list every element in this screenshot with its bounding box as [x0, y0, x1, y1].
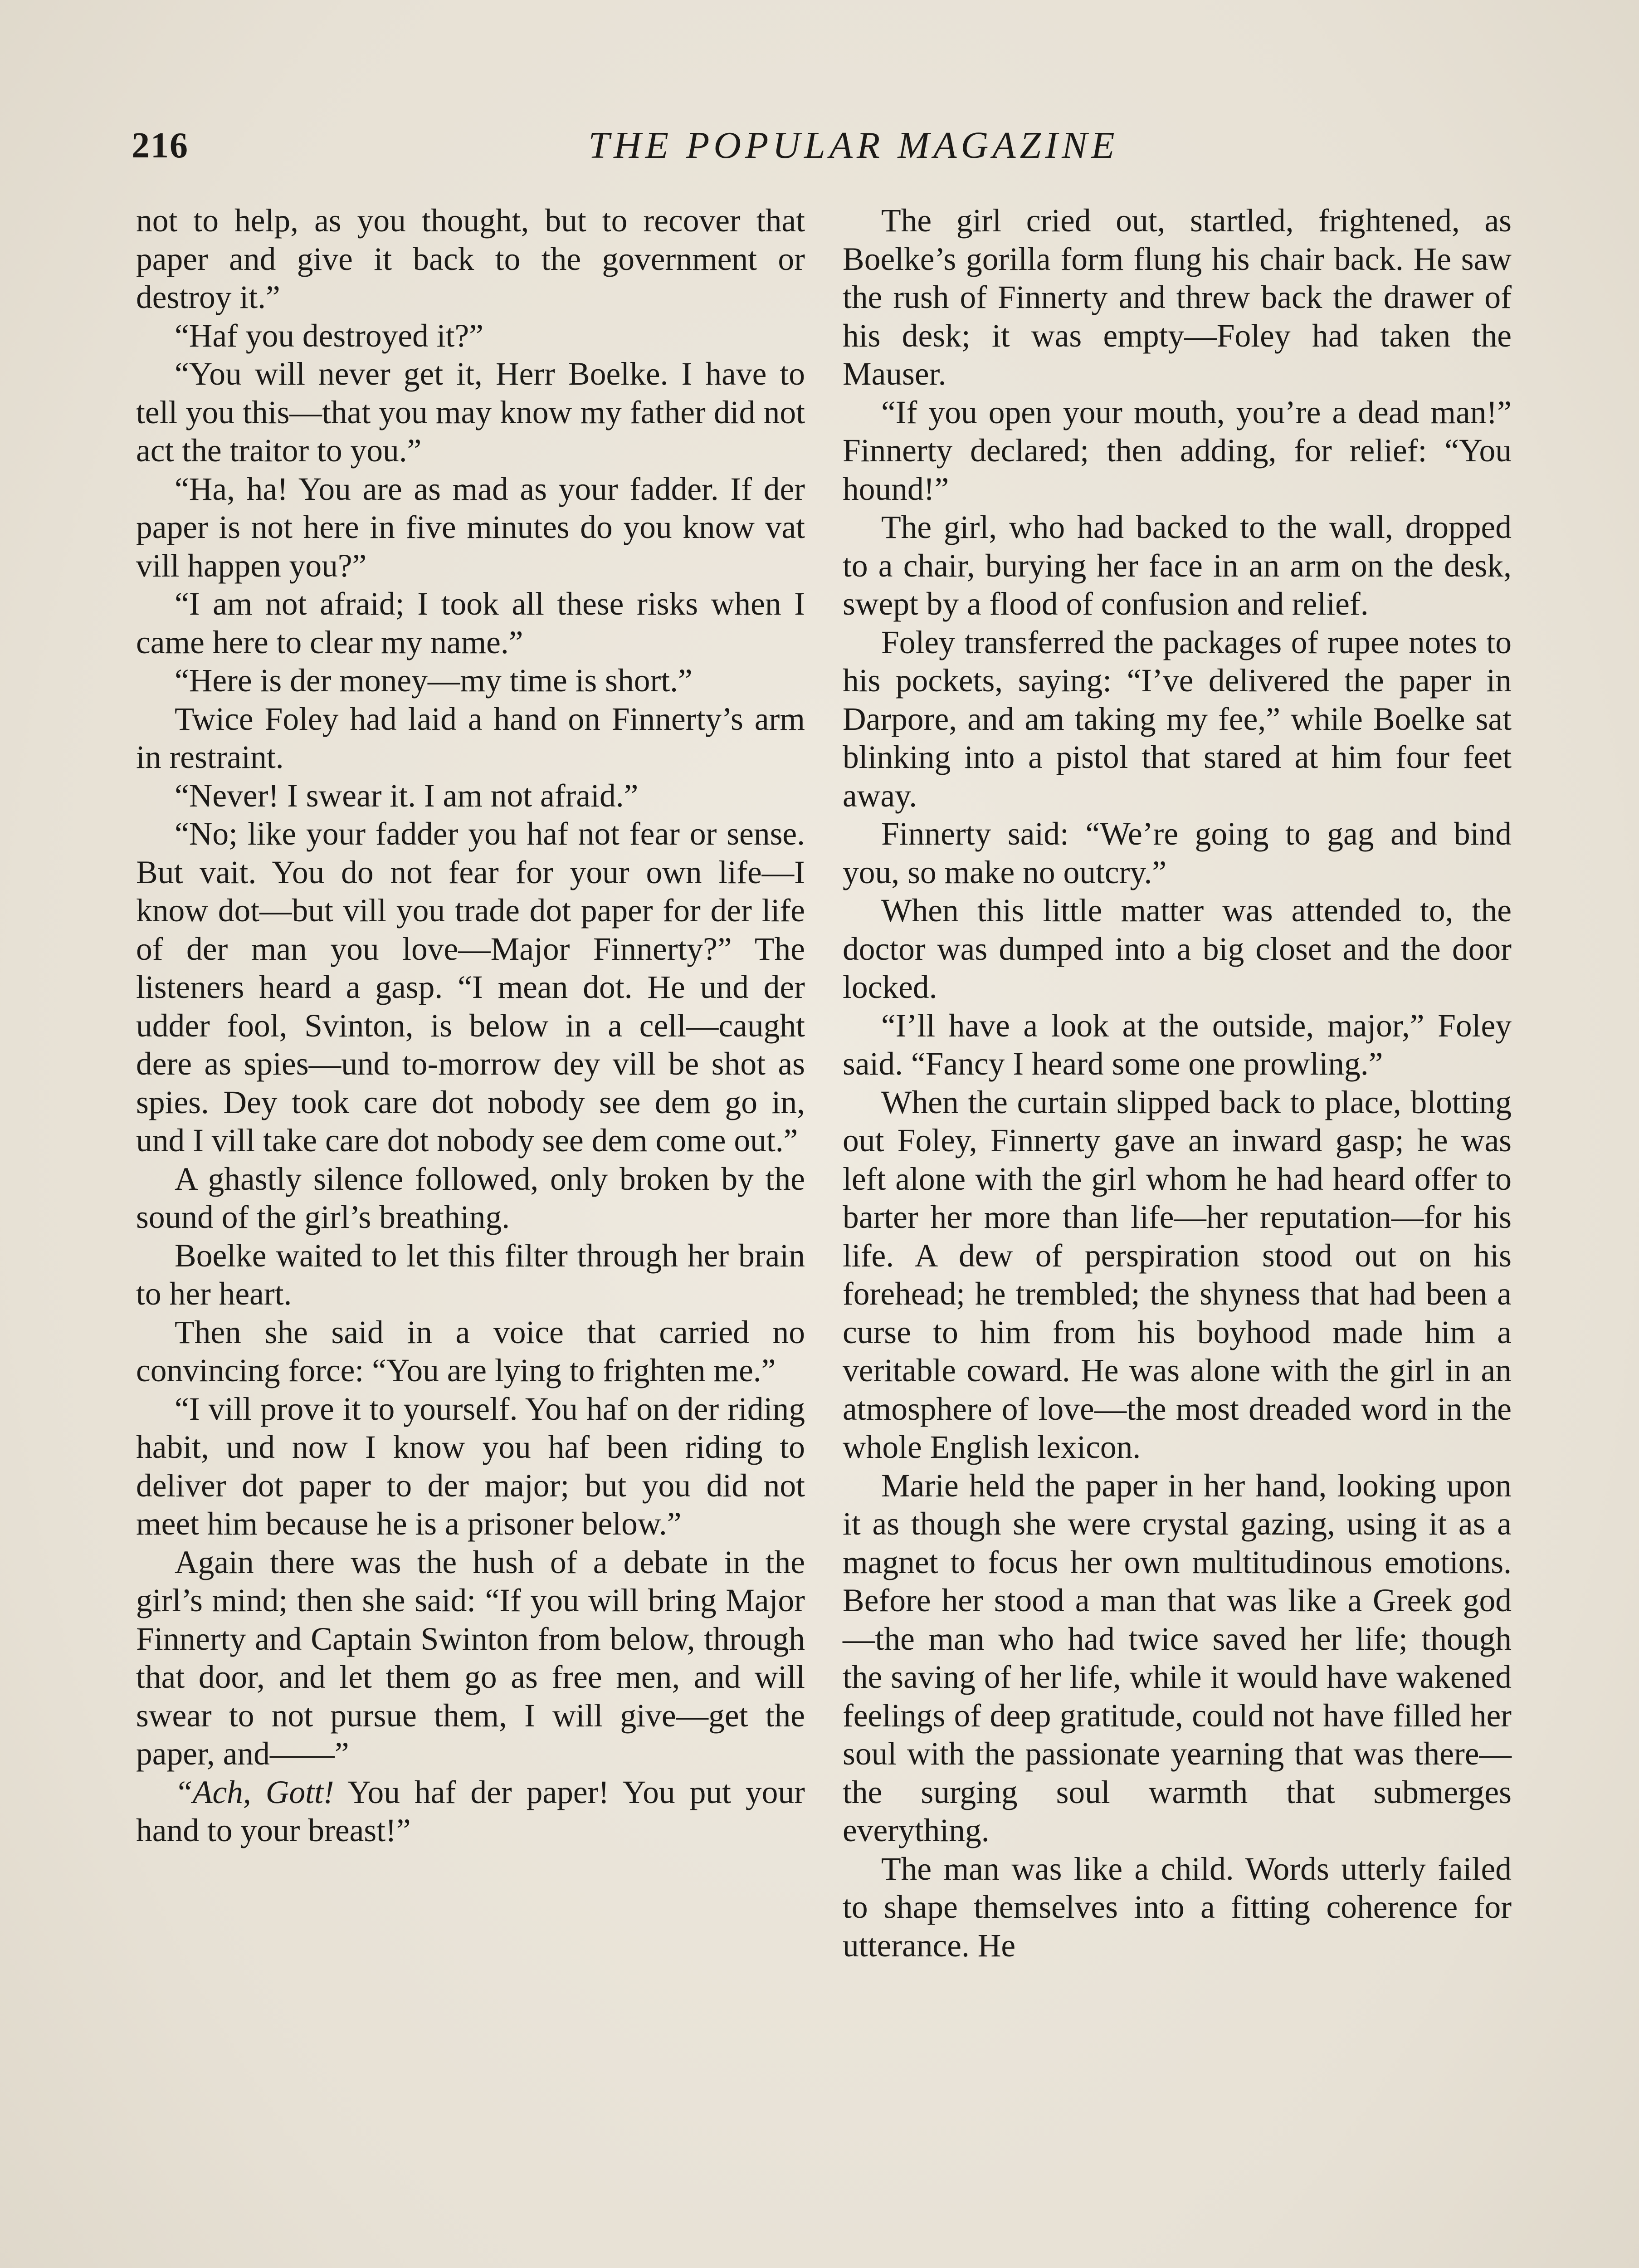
paragraph: “You will never get it, Herr Boelke. I have to tell you this—that you may know my father did not act the traitor to you.”: [136, 356, 805, 469]
page-number: 216: [132, 126, 189, 166]
paragraph: The girl cried out, startled, frightened, as Boelke’s gorilla form flung his chair back. He saw the rush of Finnerty and threw back the drawer of his desk; it was empty—Foley had taken the Mauser.: [843, 203, 1512, 392]
paragraph: The girl, who had backed to the wall, dropped to a chair, burying her face in an arm on the desk, swept by a flood of confusion and relief.: [843, 509, 1512, 622]
paragraph: “If you open your mouth, you’re a dead man!” Finnerty declared; then adding, for relief: “You hound!”: [843, 394, 1512, 507]
paragraph: A ghastly silence followed, only broken by the sound of the girl’s breathing.: [136, 1161, 805, 1235]
paragraph: “I vill prove it to yourself. You haf on der riding habit, und now I know you haf been riding to deliver dot paper to der major; but you did not meet him because he is a prisoner below.”: [136, 1391, 805, 1542]
paragraph: “I’ll have a look at the outside, major,” Foley said. “Fancy I heard some one prowling.”: [843, 1007, 1512, 1082]
paragraph: When this little matter was attended to, the doctor was dumped into a big closet and the door locked.: [843, 893, 1512, 1005]
italic-exclamation: “Ach, Gott!: [175, 1774, 334, 1810]
paragraph: When the curtain slipped back to place, blotting out Foley, Finnerty gave an inward gasp; he was left alone with the girl whom he had heard offer to barter her more than life—her reputation—for his life. A dew of perspiration stood out on his forehead; he trembled; the shyness that had been a curse to him from his boyhood made him a veritable coward. He was alone with the girl in an atmosphere of love—the most dreaded word in the whole English lexicon.: [843, 1084, 1512, 1465]
paragraph: The man was like a child. Words utterly failed to shape themselves into a fitting coherence for utterance. He: [843, 1851, 1512, 1964]
running-title: THE POPULAR MAGAZINE: [588, 124, 1119, 166]
paragraph: Then she said in a voice that carried no convincing force: “You are lying to frighten me.”: [136, 1314, 805, 1388]
paragraph: Marie held the paper in her hand, looking upon it as though she were crystal gazing, using it as a magnet to focus her own multitudinous emotions. Before her stood a man that was like a Greek god—the man who had twice saved her life; though the saving of her life, while it would have wakened feelings of deep gratitude, could not have filled her soul with the passionate yearning that was there—the surging soul warmth that submerges everything.: [843, 1467, 1512, 1848]
paragraph-final-text: You haf der paper! You put your hand to your breast!”: [136, 1774, 805, 1848]
paragraph: Again there was the hush of a debate in the girl’s mind; then she said: “If you will bring Major Finnerty and Captain Swinton from below, through that door, and let them go as free men, and will swear to not pursue them, I will give—get the paper, and——”: [136, 1544, 805, 1772]
paragraph: Twice Foley had laid a hand on Finnerty’s arm in restraint.: [136, 701, 805, 775]
paragraph: Finnerty said: “We’re going to gag and bind you, so make no outcry.”: [843, 816, 1512, 890]
paragraph: “Ha, ha! You are as mad as your fadder. If der paper is not here in five minutes do you know vat vill happen you?”: [136, 471, 805, 584]
paragraph: not to help, as you thought, but to recover that paper and give it back to the government or destroy it.”: [136, 203, 805, 315]
paragraph: “I am not afraid; I took all these risks when I came here to clear my name.”: [136, 586, 805, 660]
paragraph: “No; like your fadder you haf not fear or sense. But vait. You do not fear for your own life—I know dot—but vill you trade dot paper for der life of der man you love—Major Finnerty?” The listeners heard a gasp. “I mean dot. He und der udder fool, Svinton, is below in a cell—caught dere as spies—und to-morrow dey vill be shot as spies. Dey took care dot nobody see dem go in, und I vill take care dot nobody see dem come out.”: [136, 816, 805, 1158]
paragraph-final: [136, 1774, 805, 1850]
paragraph: Boelke waited to let this filter through her brain to her heart.: [136, 1237, 805, 1312]
paragraph: “Here is der money—my time is short.”: [175, 663, 693, 699]
paragraph: “Haf you destroyed it?”: [175, 318, 483, 354]
left-column: [136, 202, 805, 1850]
paragraph: Foley transferred the packages of rupee notes to his pockets, saying: “I’ve delivered the paper in Darpore, and am taking my fee,” while Boelke sat blinking into a pistol that stared at him four feet away.: [843, 624, 1512, 814]
right-column: [843, 202, 1512, 1965]
paragraph: “Never! I swear it. I am not afraid.”: [175, 777, 639, 814]
page-header: [132, 119, 1507, 173]
